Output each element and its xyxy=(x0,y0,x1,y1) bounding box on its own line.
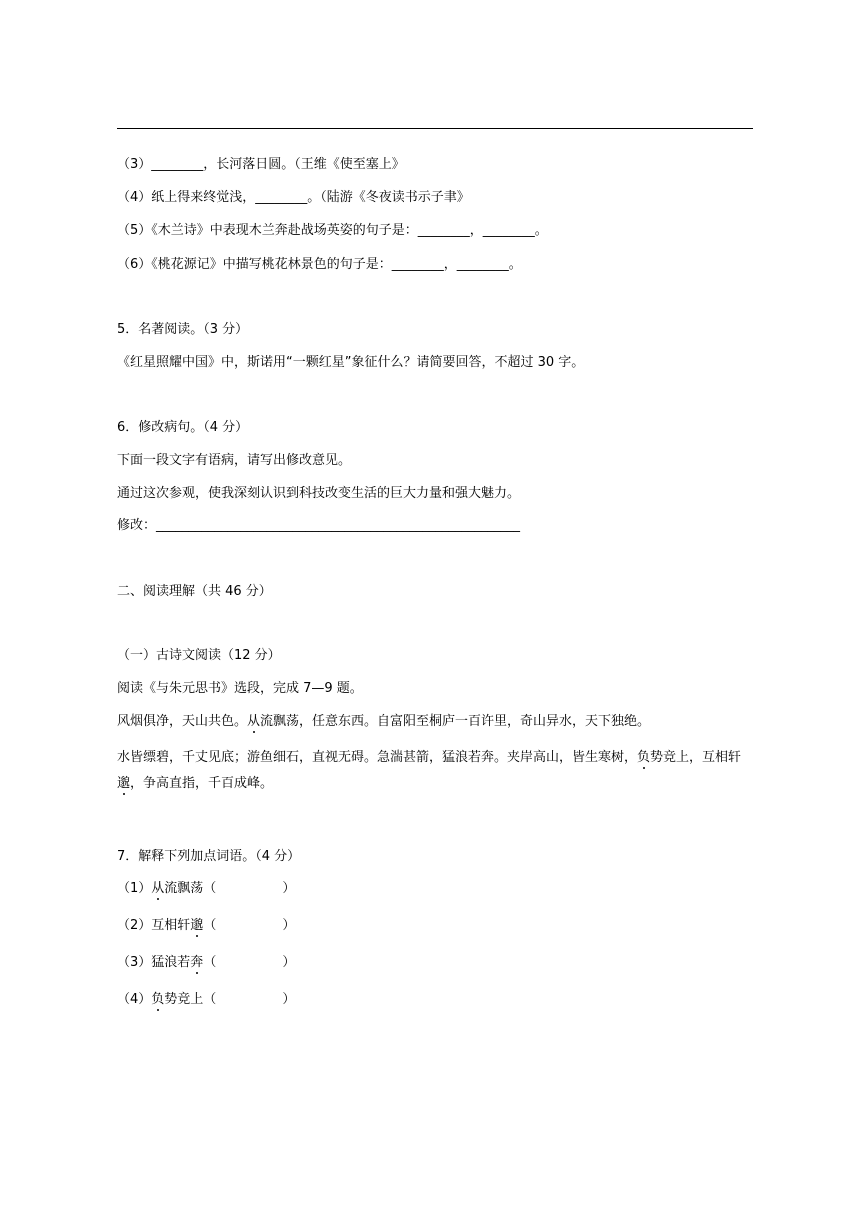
item-number: （4） xyxy=(117,992,152,1007)
question-6-instruction: 下面一段文字有语病，请写出修改意见。 xyxy=(117,453,352,468)
dotted-character: 邈 xyxy=(190,918,204,933)
item-text: （ xyxy=(203,955,217,970)
passage-text: ，争高直指，千百成峰。 xyxy=(130,776,274,791)
poem-line-6: （6）《桃花源记》中描写桃花林景色的句子是：________，________。 xyxy=(117,257,522,272)
section-2-heading: 二、阅读理解（共 46 分） xyxy=(117,584,272,599)
question-6-sentence: 通过这次参观，使我深刻认识到科技改变生活的巨大力量和强大魅力。 xyxy=(117,486,521,501)
item-close: ） xyxy=(282,992,296,1007)
item-close: ） xyxy=(282,955,296,970)
item-text: 互相轩 xyxy=(151,918,191,933)
dotted-character: 奔 xyxy=(190,955,204,970)
question-6-heading: 6．修改病句。（4 分） xyxy=(117,420,249,435)
item-number: （1） xyxy=(117,881,152,896)
dotted-character: 从 xyxy=(151,881,165,896)
item-text: 流飘荡（ xyxy=(164,881,217,896)
question-5-heading: 5．名著阅读。（3 分） xyxy=(117,322,249,337)
item-text: 势竞上（ xyxy=(164,992,217,1007)
dotted-character: 负 xyxy=(637,750,651,765)
passage-paragraph-1 xyxy=(117,714,650,730)
poem-line-4: （4）纸上得来终觉浅，________。（陆游《冬夜读书示子聿》 xyxy=(117,190,470,205)
dotted-character: 负 xyxy=(151,992,165,1007)
question-7-item-3 xyxy=(117,955,295,971)
question-6-answer-line: 修改：________________________________________________________ xyxy=(117,518,521,533)
item-text: （ xyxy=(203,918,217,933)
passage-text: 势竞上，互相轩 xyxy=(650,750,742,765)
item-close: ） xyxy=(282,881,296,896)
part-1-intro: 阅读《与朱元思书》选段，完成 7—9 题。 xyxy=(117,681,363,696)
item-text: 猛浪若 xyxy=(151,955,191,970)
item-number: （2） xyxy=(117,918,152,933)
question-7-heading: 7．解释下列加点词语。（4 分） xyxy=(117,849,301,864)
passage-text: 流飘荡，任意东西。自富阳至桐庐一百许里，奇山异水，天下独绝。 xyxy=(260,714,651,729)
poem-line-3: （3）________，长河落日圆。（王维《使至塞上》 xyxy=(117,157,405,172)
passage-text: 风烟俱净，天山共色。 xyxy=(117,714,248,729)
question-5-text: 《红星照耀中国》中，斯诺用“一颗红星”象征什么？请简要回答，不超过 30 字。 xyxy=(117,355,585,370)
dotted-character: 邈 xyxy=(117,776,131,791)
passage-text: 水皆缥碧，千丈见底；游鱼细石，直视无碍。急湍甚箭，猛浪若奔。夹岸高山，皆生寒树， xyxy=(117,750,638,765)
dotted-character: 从 xyxy=(247,714,261,729)
item-close: ） xyxy=(282,918,296,933)
poem-line-5: （5）《木兰诗》中表现木兰奔赴战场英姿的句子是：________，________。 xyxy=(117,223,548,238)
question-7-item-1 xyxy=(117,881,295,897)
question-7-item-2 xyxy=(117,918,295,934)
header-rule xyxy=(117,128,753,129)
part-1-heading: （一）古诗文阅读（12 分） xyxy=(117,648,281,663)
passage-paragraph-2 xyxy=(117,745,757,797)
question-7-item-4 xyxy=(117,992,295,1008)
item-number: （3） xyxy=(117,955,152,970)
